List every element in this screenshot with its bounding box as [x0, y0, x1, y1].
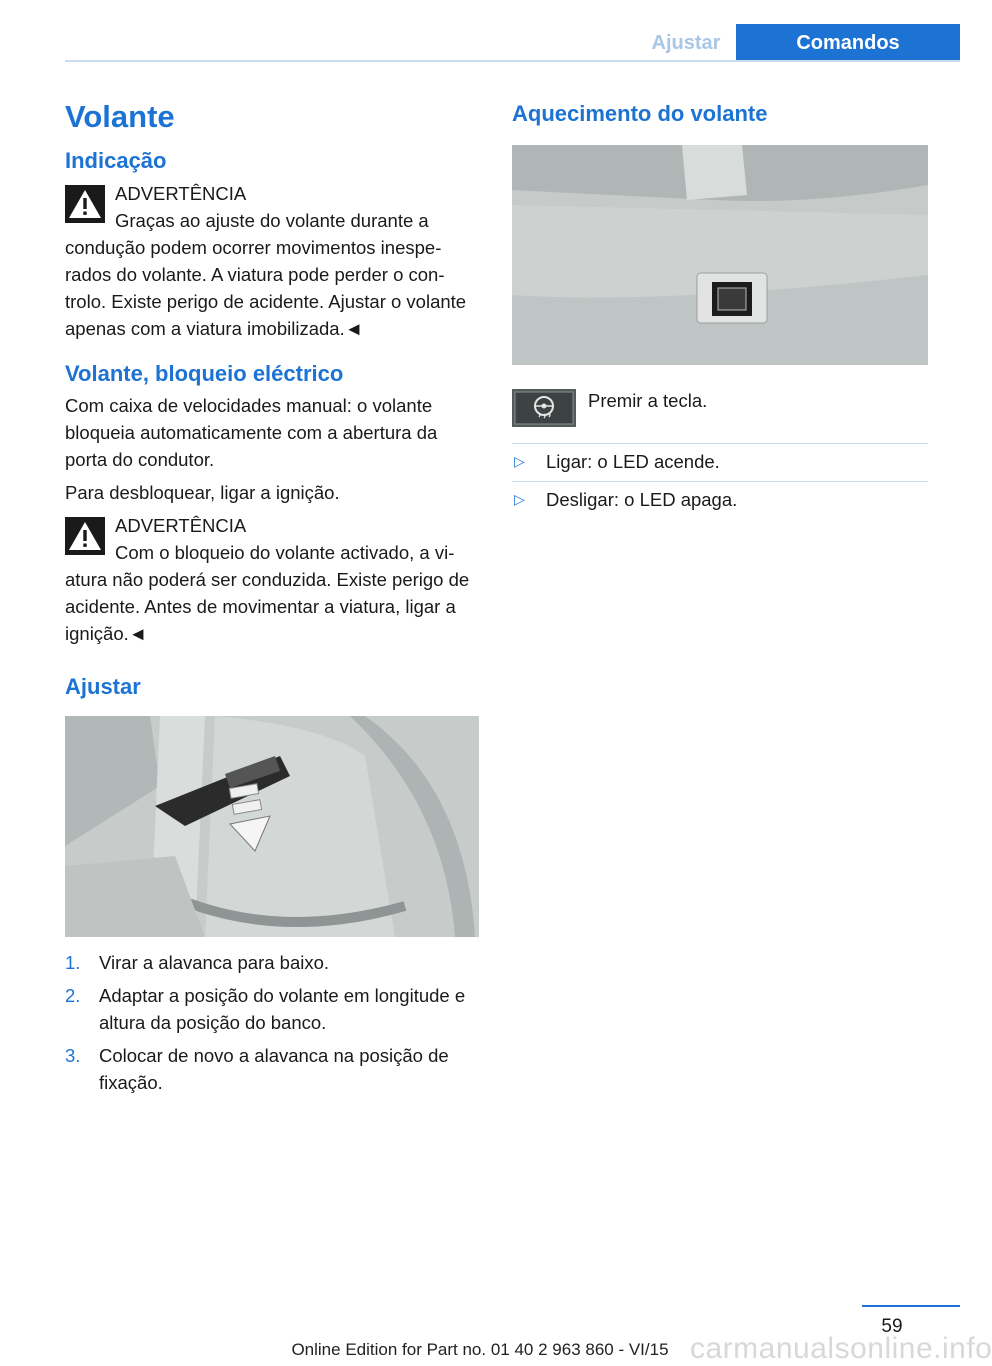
- warning-title: ADVERTÊNCIA: [115, 515, 247, 537]
- warning-icon: [65, 517, 105, 555]
- list-item: ▷ Desligar: o LED apaga.: [512, 486, 928, 513]
- heating-button-illustration: [512, 145, 928, 365]
- list-divider: [512, 481, 928, 482]
- header-tab-ajustar[interactable]: Ajustar: [651, 31, 721, 54]
- watermark: carmanualsonline.info: [690, 1332, 992, 1365]
- header-tab-comandos[interactable]: Comandos: [736, 24, 960, 62]
- warning-text: Graças ao ajuste do volante durante a condução podem ocorrer movimentos inesperados do volante. A viatura pode perder o controlo. Existe perigo de acidente. Ajustar o volante apenas com a viatura imobilizada.◄: [65, 209, 467, 339]
- list-item: 3. Colocar de novo a alavanca na posição de fixação.: [65, 1044, 449, 1093]
- warning-title: ADVERTÊNCIA: [115, 182, 247, 204]
- page-title: Volante: [65, 99, 175, 134]
- steps-list: [65, 949, 479, 1096]
- paragraph: Com caixa de velocidades manual: o volante bloqueia automaticamente com a abertura da porta do condutor.: [65, 395, 438, 471]
- footer-divider: [862, 1305, 960, 1307]
- warning-block: [65, 512, 479, 647]
- triangle-bullet-icon: ▷: [514, 452, 525, 469]
- warning-text: Com o bloqueio do volante activado, a viatura não poderá ser conduzida. Existe perigo de acidente. Antes de movimentar a viatura, ligar a ignição.◄: [65, 542, 470, 645]
- section-heading-ajustar: Ajustar: [65, 674, 141, 700]
- section-heading-aquecimento: Aquecimento do volante: [512, 101, 768, 126]
- left-column: [65, 98, 479, 1102]
- list-item: ▷ Ligar: o LED acende.: [512, 448, 928, 475]
- button-instruction-text: Premir a tecla.: [588, 389, 708, 411]
- triangle-bullet-icon: ▷: [514, 490, 525, 507]
- page-number: 59: [881, 1316, 903, 1337]
- warning-icon: [65, 185, 105, 223]
- list-item: 2. Adaptar a posição do volante em longitude e altura da posição do banco.: [65, 984, 466, 1033]
- paragraph: Para desbloquear, ligar a ignição.: [65, 482, 340, 504]
- list-item: 1. Virar a alavanca para baixo.: [65, 951, 330, 973]
- heated-steering-wheel-button-icon: [512, 389, 576, 427]
- bullet-list: [512, 448, 928, 513]
- steering-lever-illustration: [65, 716, 479, 937]
- section-heading-indicacao: Indicação: [65, 148, 167, 174]
- header-divider: [65, 60, 960, 62]
- section-heading-bloqueio: Volante, bloqueio eléctrico: [65, 360, 344, 386]
- warning-block: [65, 180, 479, 342]
- button-instruction-row: [512, 387, 928, 431]
- edition-footer: Online Edition for Part no. 01 40 2 963 860 - VI/15: [291, 1340, 669, 1359]
- list-divider: [512, 443, 928, 444]
- right-column: [512, 98, 928, 519]
